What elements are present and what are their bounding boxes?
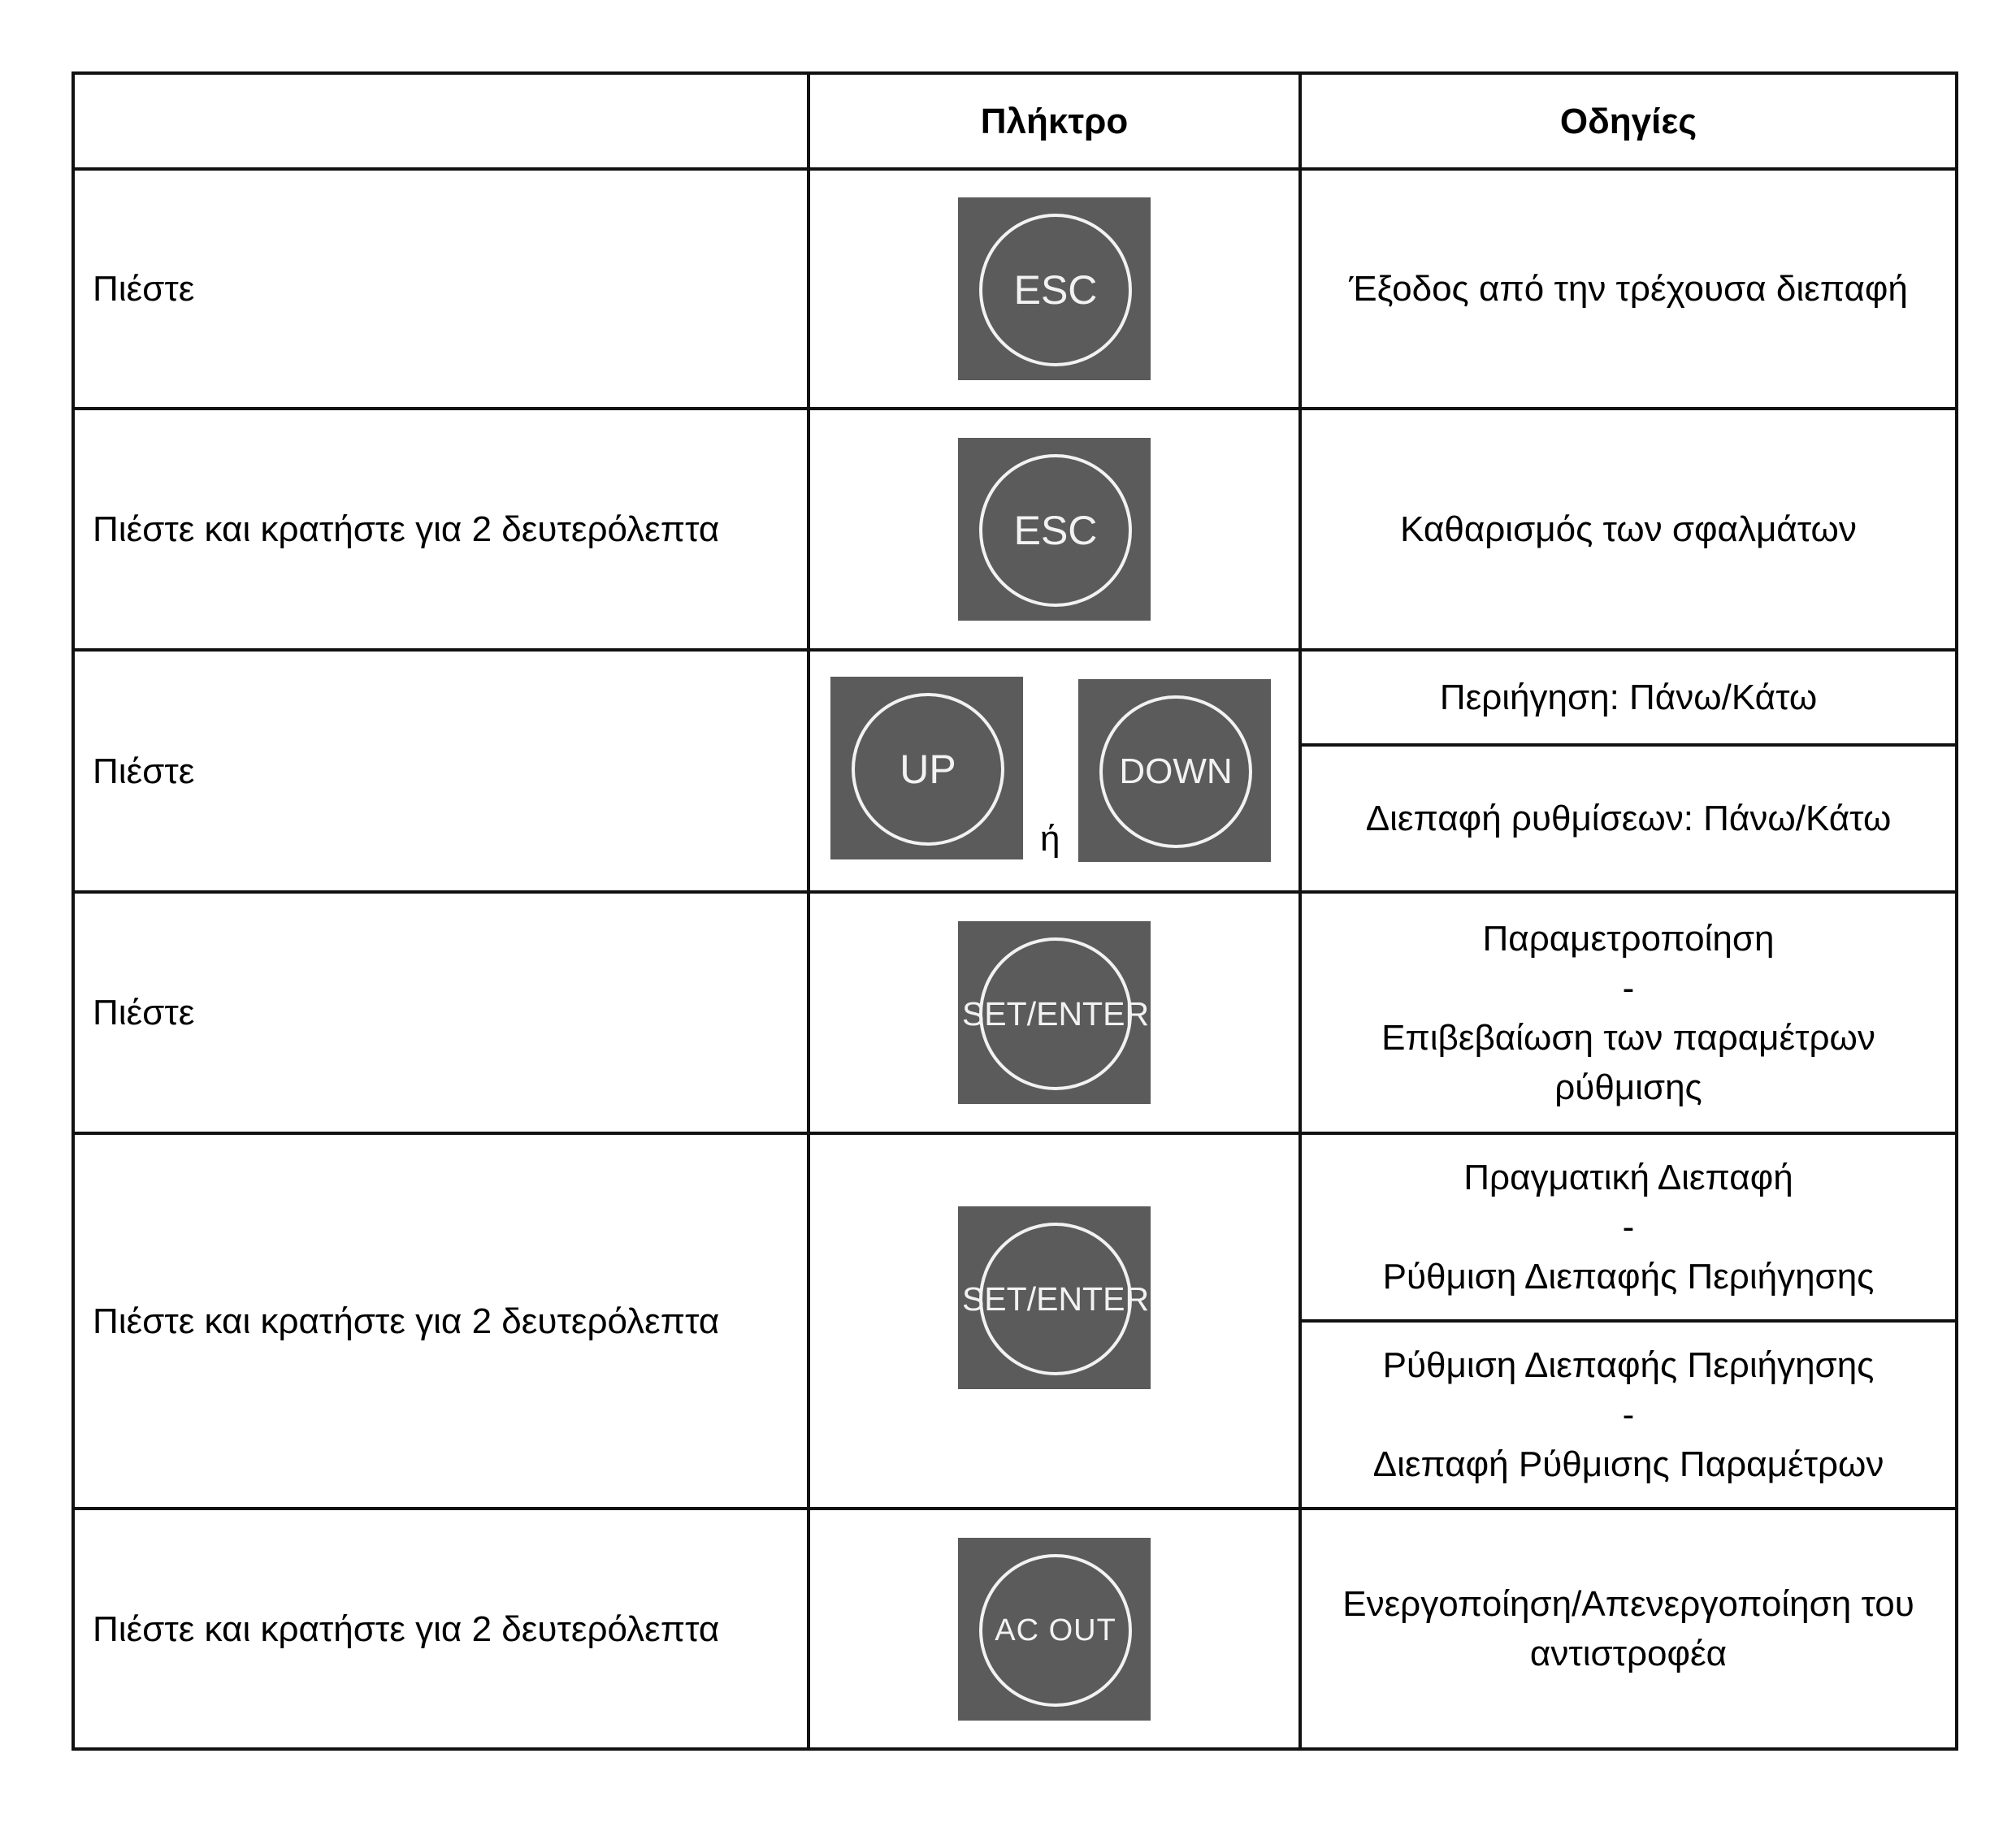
instruction-line: - xyxy=(1622,1207,1635,1247)
instruction-cell xyxy=(1300,169,1957,409)
key-function-table xyxy=(72,71,1958,1751)
action-cell: Πιέστε xyxy=(73,169,809,409)
key-label: UP xyxy=(852,693,1004,846)
action-cell: Πιέστε και κρατήστε για 2 δευτερόλεπτα xyxy=(73,1133,809,1509)
instruction-line: ρύθμισης xyxy=(1554,1067,1702,1107)
action-cell: Πιέστε και κρατήστε για 2 δευτερόλεπτα xyxy=(73,1509,809,1749)
set-enter-key-icon xyxy=(958,1206,1151,1389)
header-instructions: Οδηγίες xyxy=(1300,73,1957,169)
instruction-cell xyxy=(1300,409,1957,650)
instruction-line: Παραμετροποίηση xyxy=(1482,918,1775,959)
or-label: ή xyxy=(1040,819,1060,859)
instruction-cell xyxy=(1300,1133,1957,1321)
up-key-icon xyxy=(830,677,1023,859)
key-label-line: SET/ xyxy=(961,1280,1037,1318)
key-label: ESC xyxy=(979,454,1132,607)
key-label xyxy=(961,1223,1150,1375)
key-cell xyxy=(809,892,1300,1133)
instruction-cell xyxy=(1300,1321,1957,1509)
instruction-line: Επιβεβαίωση των παραμέτρων xyxy=(1381,1017,1875,1058)
header-row xyxy=(73,73,1957,169)
down-key-icon xyxy=(1078,679,1271,862)
instruction-line: Ρύθμιση Διεπαφής Περιήγησης xyxy=(1382,1257,1875,1297)
key-cell xyxy=(809,1509,1300,1749)
instruction-line: Καθαρισμός των σφαλμάτων xyxy=(1400,509,1857,549)
action-cell: Πιέστε xyxy=(73,650,809,892)
key-cell xyxy=(809,1133,1300,1509)
table-row xyxy=(73,1509,1957,1749)
instruction-line: Περιήγηση: Πάνω/Κάτω xyxy=(1439,678,1818,718)
instruction-cell xyxy=(1300,650,1957,745)
key-label-line: SET/ xyxy=(961,995,1037,1033)
instruction-cell xyxy=(1300,892,1957,1133)
instruction-line: - xyxy=(1622,1395,1635,1435)
key-label-line: ENTER xyxy=(1036,1280,1150,1318)
table-row xyxy=(73,169,1957,409)
instruction-line: Πραγματική Διεπαφή xyxy=(1463,1158,1793,1197)
table-row xyxy=(73,409,1957,650)
key-cell xyxy=(809,409,1300,650)
table-row xyxy=(73,650,1957,745)
header-action xyxy=(73,73,809,169)
table-row xyxy=(73,1133,1957,1321)
instruction-line: Ενεργοποίηση/Απενεργοποίηση του xyxy=(1342,1584,1914,1624)
instruction-line: Διεπαφή ρυθμίσεων: Πάνω/Κάτω xyxy=(1365,799,1892,839)
key-label: AC OUT xyxy=(979,1554,1132,1707)
esc-key-icon xyxy=(958,438,1151,621)
action-cell: Πιέστε και κρατήστε για 2 δευτερόλεπτα xyxy=(73,409,809,650)
instruction-cell xyxy=(1300,1509,1957,1749)
key-label: DOWN xyxy=(1099,695,1252,848)
header-key: Πλήκτρο xyxy=(809,73,1300,169)
ac-out-key-icon xyxy=(958,1538,1151,1721)
key-cell xyxy=(809,169,1300,409)
table-row xyxy=(73,892,1957,1133)
key-label xyxy=(961,937,1150,1090)
instruction-line: Ρύθμιση Διεπαφής Περιήγησης xyxy=(1382,1345,1875,1385)
instruction-line: Διεπαφή Ρύθμισης Παραμέτρων xyxy=(1372,1444,1884,1484)
esc-key-icon xyxy=(958,197,1151,380)
instruction-line: Έξοδος από την τρέχουσα διεπαφή xyxy=(1349,269,1908,309)
instruction-cell xyxy=(1300,745,1957,892)
action-cell: Πιέστε xyxy=(73,892,809,1133)
key-label-line: ENTER xyxy=(1036,995,1150,1033)
key-label: ESC xyxy=(979,214,1132,366)
instruction-line: αντιστροφέα xyxy=(1529,1634,1728,1673)
key-cell xyxy=(809,650,1300,892)
set-enter-key-icon xyxy=(958,921,1151,1104)
up-down-key-pair xyxy=(810,652,1298,890)
instruction-line: - xyxy=(1622,968,1635,1008)
